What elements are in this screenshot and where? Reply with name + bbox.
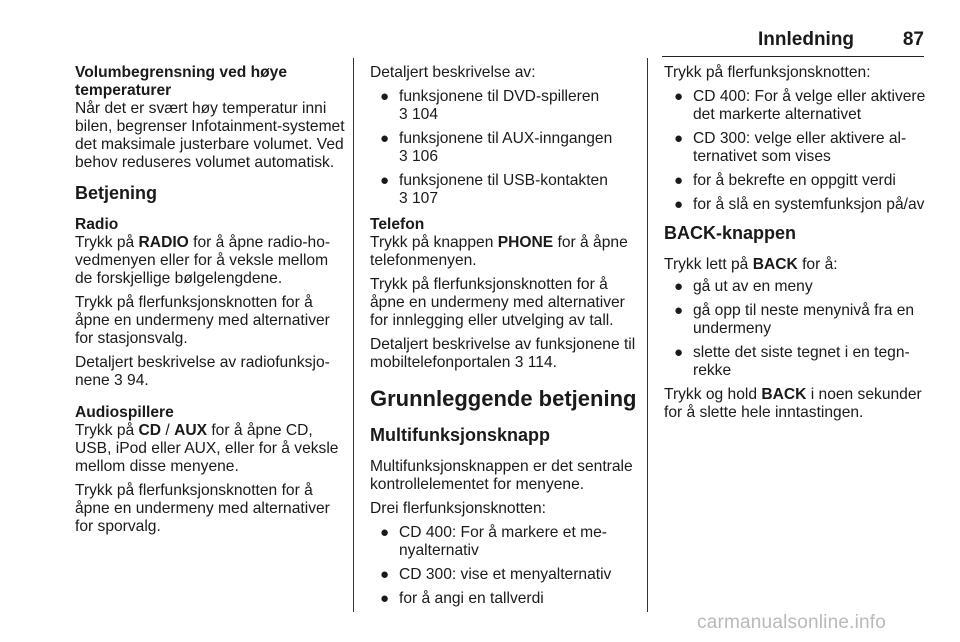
list-item-text: funksjonene til USB-kontakten	[399, 172, 608, 189]
watermark: carmanualsonline.info	[697, 612, 887, 633]
page-reference: 3 114.	[514, 354, 557, 371]
radio-heading: Radio	[75, 216, 119, 233]
list-item	[370, 590, 640, 608]
header-title: Innledning	[758, 29, 855, 50]
text-run: for å åpne telefonmenyen.	[370, 234, 628, 269]
radio-text-3	[75, 354, 345, 390]
aux-key: AUX	[174, 422, 208, 439]
text-run: for å åpne radio-hovedmenyen eller for å veksle mellom de forskjellige bølgelengdene.	[75, 234, 331, 287]
column-divider	[353, 58, 354, 612]
bullet-icon: ●	[380, 566, 390, 583]
list-item	[370, 88, 640, 124]
cd-key: CD	[138, 422, 162, 439]
text-run: Detaljert beskrivelse av radiofunksjonene	[75, 354, 330, 389]
multifunksjon-heading: Multifunksjonsknapp	[370, 425, 550, 445]
audio-heading: Audiospillere	[75, 404, 174, 421]
text-run: i noen sekunder for å slette hele inntastingen.	[664, 386, 922, 421]
column-divider	[647, 58, 648, 612]
telefon-heading: Telefon	[370, 216, 425, 233]
trykk-intro: Trykk på flerfunksjonsknotten:	[664, 64, 871, 81]
list-item-text: funksjonene til AUX-inngangen	[399, 130, 613, 147]
list-item-text: CD 400: For å velge eller aktivere det markerte alternativet	[693, 88, 926, 123]
bullet-icon: ●	[380, 590, 390, 607]
multi-text-2: Drei flerfunksjonsknotten:	[370, 500, 546, 517]
list-item	[664, 278, 936, 296]
column-3	[664, 64, 936, 428]
page-reference: 3 106	[399, 148, 439, 165]
text-run: for å åpne CD, USB, iPod eller AUX, eller for å veksle mellom disse menyene.	[75, 422, 339, 475]
bullet-icon: ●	[380, 130, 390, 147]
text-run: for å:	[797, 256, 838, 273]
list-item-text: CD 300: velge eller aktivere alternativet som vises	[693, 130, 907, 165]
page-number: 87	[902, 29, 924, 50]
bullet-icon: ●	[674, 172, 684, 189]
list-item	[370, 524, 640, 560]
volume-limit-text: Når det er svært høy temperatur inni bilen, begrenser Infotainment-systemet det maksimale justerbare volumet. Ved behov reduseres volumet automatisk.	[75, 100, 345, 171]
list-item	[370, 130, 640, 166]
list-item-text: CD 400: For å markere et menyalternativ	[399, 524, 607, 559]
list-item	[664, 130, 936, 166]
radio-key: RADIO	[138, 234, 189, 251]
telefon-text-1	[370, 234, 640, 270]
list-item-text: for å angi en tallverdi	[399, 590, 544, 607]
bullet-icon: ●	[380, 172, 390, 189]
list-item-text: CD 300: vise et menyalternativ	[399, 566, 612, 583]
bullet-icon: ●	[674, 88, 684, 105]
detail-intro: Detaljert beskrivelse av:	[370, 64, 536, 81]
list-item	[664, 172, 936, 190]
text-run: Trykk lett på	[664, 256, 753, 273]
list-item	[664, 88, 936, 124]
column-2	[370, 64, 640, 616]
detail-list	[370, 88, 640, 208]
list-item	[370, 566, 640, 584]
bullet-icon: ●	[674, 344, 684, 361]
audio-text-1	[75, 422, 345, 476]
page-reference: 3 94.	[114, 372, 149, 389]
audio-text-2: Trykk på flerfunksjonsknotten for å åpne en undermeny med alternativer for sporvalg.	[75, 482, 330, 535]
multi-text-1: Multifunksjonsknappen er det sentrale kontrollelementet for menyene.	[370, 458, 633, 493]
list-item	[664, 344, 936, 380]
page-header	[662, 26, 924, 56]
bullet-icon: ●	[674, 196, 684, 213]
list-item-text: gå opp til neste menynivå fra en undermeny	[693, 302, 915, 337]
list-item	[664, 302, 936, 338]
text-run: /	[161, 422, 175, 439]
page-reference: 3 107	[399, 190, 439, 207]
phone-key: PHONE	[497, 234, 554, 251]
back-key: BACK	[761, 386, 807, 403]
list-item	[664, 196, 936, 214]
bullet-icon: ●	[380, 88, 390, 105]
list-item-text: for å bekrefte en oppgitt verdi	[693, 172, 896, 189]
telefon-text-2: Trykk på flerfunksjonsknotten for å åpne en undermeny med alternativer for innlegging eller utvelging av tall.	[370, 276, 625, 329]
column-1	[75, 64, 345, 542]
page-reference: 3 104	[399, 106, 439, 123]
drei-list	[370, 524, 640, 608]
bullet-icon: ●	[674, 130, 684, 147]
header-rule	[662, 56, 924, 57]
back-intro	[664, 256, 936, 274]
volume-limit-heading: Volumbegrensning ved høye temperaturer	[75, 64, 287, 99]
radio-text-2: Trykk på flerfunksjonsknotten for å åpne en undermeny med alternativer for stasjonsvalg.	[75, 294, 330, 347]
back-list	[664, 278, 936, 380]
bullet-icon: ●	[674, 302, 684, 319]
list-item-text: funksjonene til DVD-spilleren	[399, 88, 600, 105]
bullet-icon: ●	[380, 524, 390, 541]
back-key: BACK	[752, 256, 798, 273]
grunnleggende-heading: Grunnleggende betjening	[370, 386, 637, 411]
text-run: Trykk på	[75, 422, 139, 439]
radio-text-1	[75, 234, 345, 288]
telefon-text-3	[370, 336, 640, 372]
betjening-heading: Betjening	[75, 183, 158, 203]
list-item-text: for å slå en systemfunksjon på/av	[693, 196, 925, 213]
text-run: Trykk og hold	[664, 386, 762, 403]
hold-text	[664, 386, 936, 422]
text-run: Trykk på	[75, 234, 139, 251]
list-item-text: slette det siste tegnet i en tegnrekke	[693, 344, 910, 379]
list-item-text: gå ut av en meny	[693, 278, 813, 295]
list-item	[370, 172, 640, 208]
text-run: Detaljert beskrivelse av funksjonene til mobiltelefonportalen	[370, 336, 636, 371]
trykk-list	[664, 88, 936, 214]
back-heading: BACK-knappen	[664, 223, 797, 243]
text-run: Trykk på knappen	[370, 234, 498, 251]
bullet-icon: ●	[674, 278, 684, 295]
